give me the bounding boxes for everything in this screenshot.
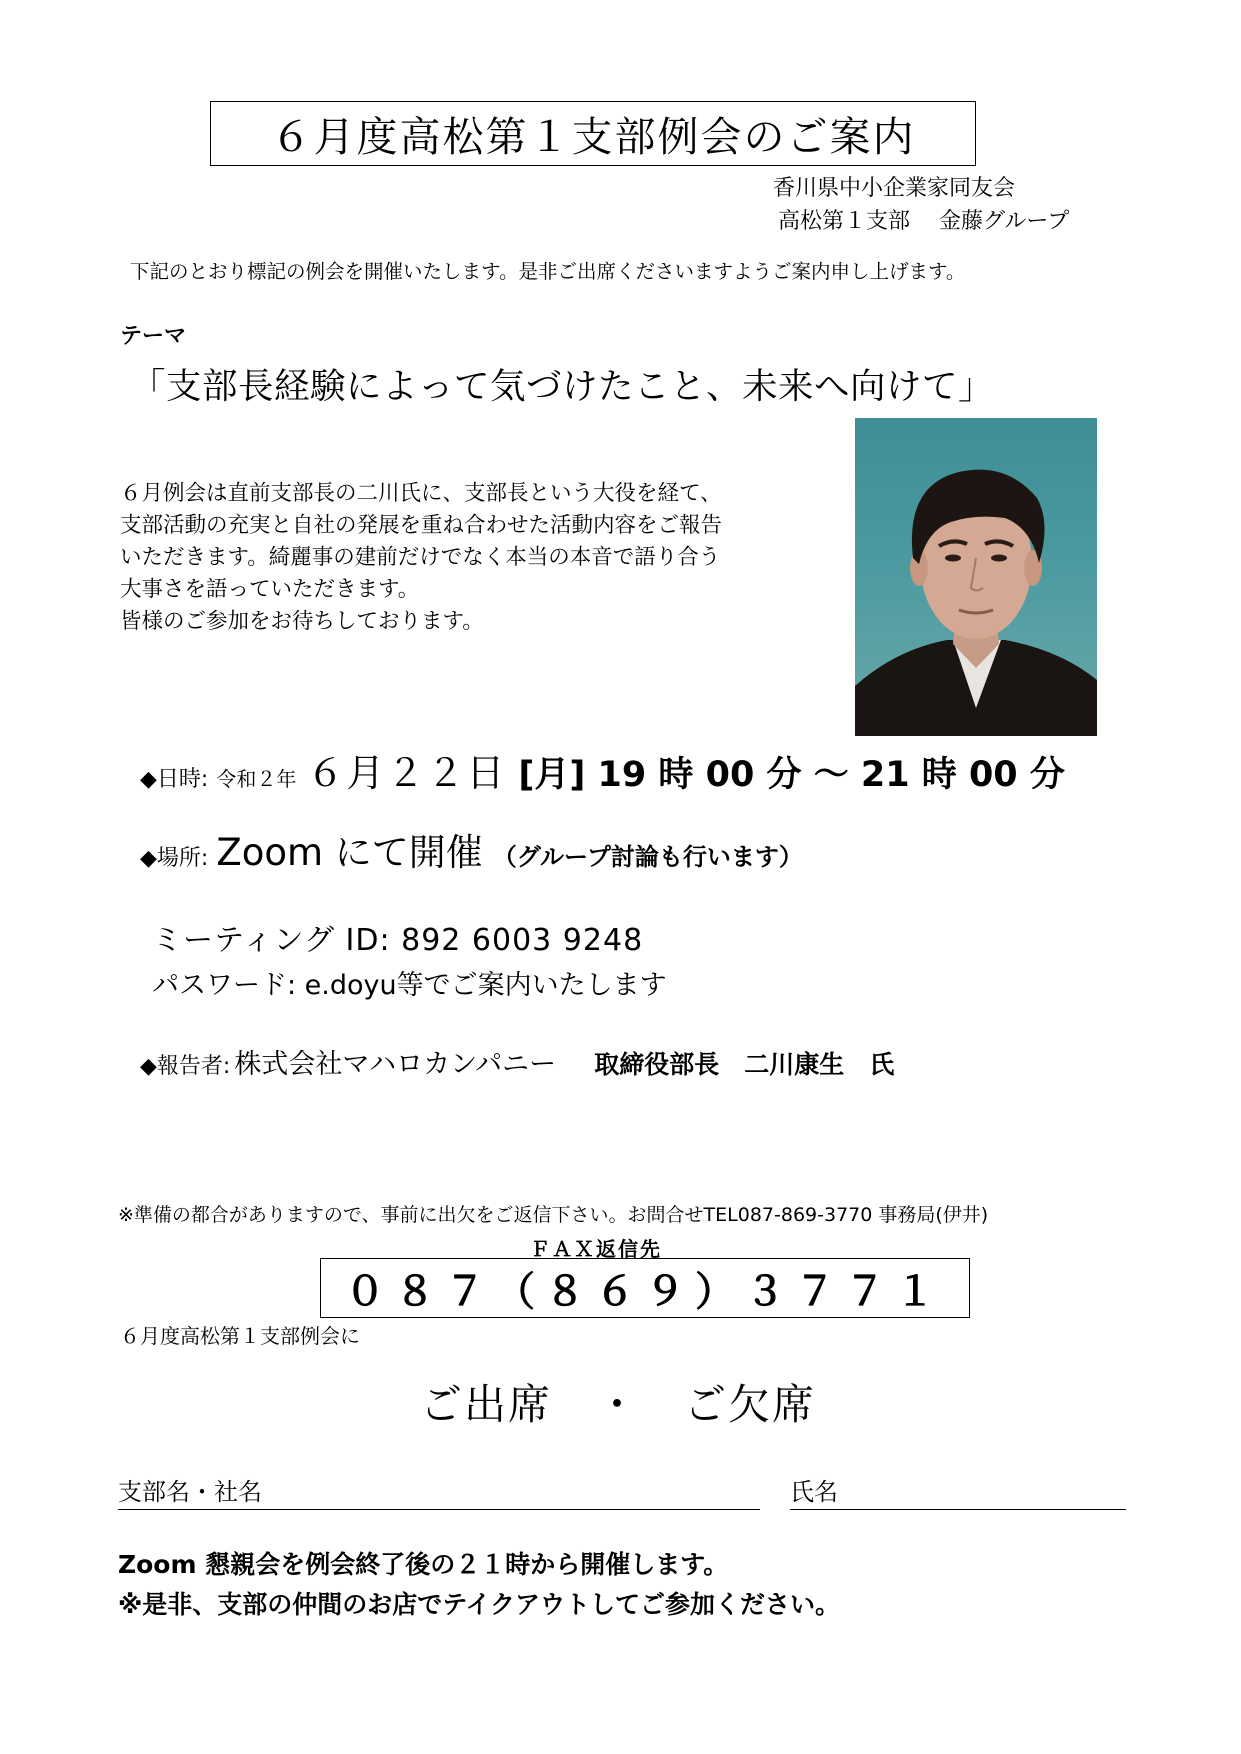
reporter-company: 株式会社マハロカンパニー [234, 1049, 557, 1080]
place-note: （グループ討論も行います） [492, 843, 803, 871]
description [120, 478, 840, 638]
fax-label: ＦＡＸ返信先 [530, 1237, 662, 1261]
description-line: 大事さを語っていただきます。 [120, 577, 420, 602]
description-line: いただきます。綺麗事の建前だけでなく本当の本音で語り合う [120, 545, 721, 570]
reporter-row [140, 1042, 894, 1081]
branch-company-field[interactable]: 支部名・社名 [118, 1472, 760, 1510]
fax-number: ０８７（８６９）３７７１ [320, 1258, 970, 1318]
meeting-password: パスワード: e.doyu等でご案内いたします [152, 970, 667, 1001]
place-venue: Zoom にて開催 [216, 831, 483, 874]
place-row [140, 822, 803, 876]
place-label: ◆場所: [140, 846, 209, 871]
datetime-time: [月] 19 時 00 分 ～ 21 時 00 分 [518, 755, 1065, 795]
intro-text: 下記のとおり標記の例会を開催いたします。是非ご出席くださいますようご案内申し上げます。 [130, 260, 966, 283]
notice-text: ※準備の都合がありますので、事前に出欠をご返信下さい。お問合せTEL087-869-3770 事務局(伊井) [118, 1204, 989, 1226]
datetime-era: 令和２年 [216, 767, 297, 791]
datetime-row [140, 742, 1065, 797]
organizer-line2: 高松第１支部 金藤グループ [778, 209, 1070, 234]
description-line: 支部活動の充実と自社の発展を重ね合わせた活動内容をご報告 [120, 513, 723, 538]
attendance-choice[interactable]: ご出席 ・ ご欠席 [420, 1380, 817, 1429]
name-field[interactable]: 氏名 [790, 1472, 1126, 1510]
meeting-id: ミーティング ID: 892 6003 9248 [152, 923, 644, 958]
reply-of-text: ６月度高松第１支部例会に [120, 1324, 360, 1348]
reporter-photo [855, 418, 1097, 736]
datetime-label: ◆日時: [140, 767, 209, 792]
datetime-date: ６月２２日 [306, 751, 507, 795]
reporter-title-name: 取締役部長 二川康生 氏 [594, 1050, 895, 1079]
page-title: ６月度高松第１支部例会のご案内 [210, 101, 976, 166]
theme-text: 「支部長経験によって気づけたこと、未来へ向けて」 [130, 366, 995, 407]
description-line: 皆様のご参加をお待ちしております。 [120, 609, 484, 634]
footer-line2: ※是非、支部の仲間のお店でテイクアウトしてご参加ください。 [118, 1590, 841, 1619]
theme-label: テーマ [120, 324, 187, 349]
reporter-label: ◆報告者: [140, 1054, 231, 1079]
description-line: ６月例会は直前支部長の二川氏に、支部長という大役を経て、 [120, 481, 722, 506]
footer-line1: Zoom 懇親会を例会終了後の２１時から開催します。 [118, 1550, 729, 1579]
organizer-line1: 香川県中小企業家同友会 [773, 176, 1016, 201]
